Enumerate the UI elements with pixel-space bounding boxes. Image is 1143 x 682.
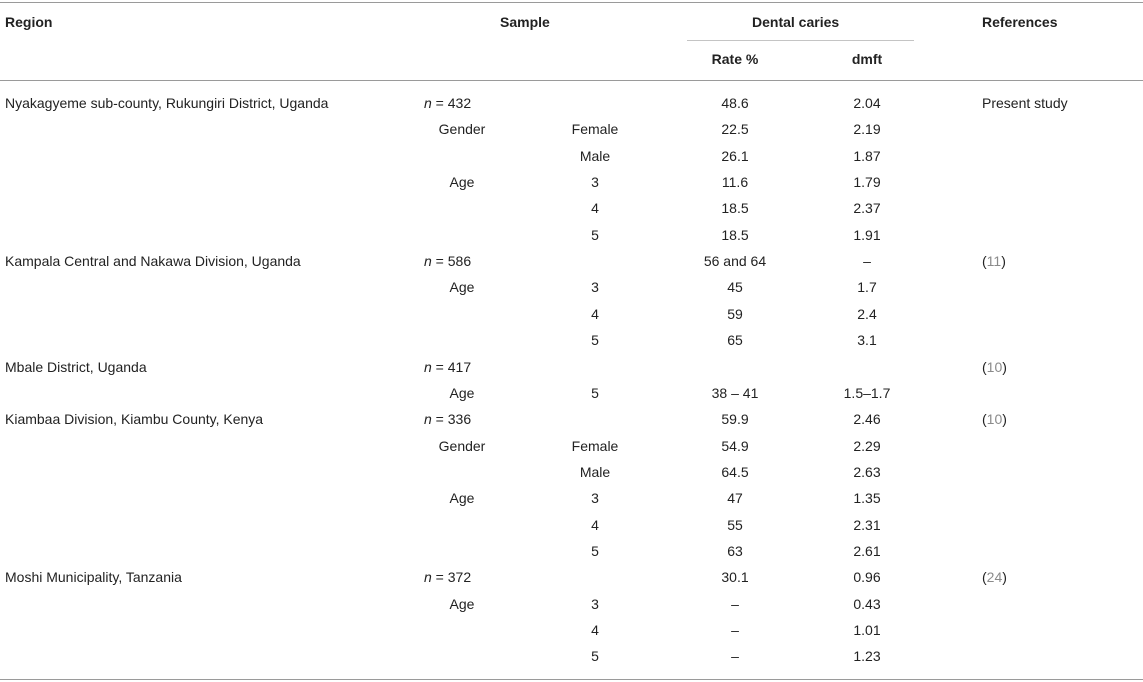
cell-rate: 47 [727, 490, 743, 506]
cell-subgroup: Gender [438, 121, 486, 137]
cell-rate: – [731, 648, 739, 664]
cell-subvalue: 3 [591, 596, 599, 612]
cell-rate: – [731, 622, 739, 638]
cell-subvalue: 5 [591, 543, 599, 559]
cell-region: Mbale District, Uganda [5, 359, 147, 375]
cell-subvalue: Male [579, 464, 611, 480]
cell-reference-citation: (10) [982, 359, 1007, 375]
table-top-rule [0, 2, 1143, 3]
cell-region: Kampala Central and Nakawa Division, Uganda [5, 253, 301, 269]
cell-reference-citation: (24) [982, 569, 1007, 585]
cell-subvalue: 4 [591, 306, 599, 322]
cell-rate: 59 [727, 306, 743, 322]
cell-dmft: 2.4 [857, 306, 877, 322]
cell-subvalue: 3 [591, 490, 599, 506]
cell-rate: 63 [727, 543, 743, 559]
cell-dmft: 1.5–1.7 [843, 385, 891, 401]
reference-link[interactable]: 24 [986, 569, 1003, 585]
sample-size-value: 586 [447, 253, 472, 269]
cell-dmft: 2.29 [853, 438, 881, 454]
cell-rate: 59.9 [721, 411, 749, 427]
sample-size-value: 372 [447, 569, 472, 585]
header-sample: Sample [500, 14, 550, 30]
sample-size-value: 432 [447, 95, 472, 111]
cell-dmft: 1.23 [853, 648, 881, 664]
cell-dmft: 2.37 [853, 200, 881, 216]
cell-sample-size: n = 417 [424, 359, 472, 375]
cell-sample-size: n = 336 [424, 411, 472, 427]
cell-dmft: 1.01 [853, 622, 881, 638]
cell-dmft: 1.79 [853, 174, 881, 190]
cell-subvalue: 5 [591, 385, 599, 401]
header-region: Region [5, 14, 53, 30]
cell-region: Nyakagyeme sub-county, Rukungiri District, Uganda [5, 95, 329, 111]
cell-dmft: 0.96 [853, 569, 881, 585]
cell-subgroup: Age [449, 279, 475, 295]
cell-rate: 30.1 [721, 569, 749, 585]
cell-rate: 18.5 [721, 200, 749, 216]
header-dental-caries: Dental caries [752, 14, 840, 30]
cell-dmft: 1.87 [853, 148, 881, 164]
cell-subgroup: Gender [438, 438, 486, 454]
cell-dmft: 1.7 [857, 279, 877, 295]
cell-subvalue: 5 [591, 227, 599, 243]
sample-size-value: 336 [447, 411, 472, 427]
cell-rate: 11.6 [721, 174, 749, 190]
cell-rate: 18.5 [721, 227, 749, 243]
reference-link[interactable]: 10 [986, 359, 1003, 375]
cell-rate: 45 [727, 279, 743, 295]
cell-rate: 65 [727, 332, 743, 348]
cell-dmft: 2.46 [853, 411, 881, 427]
cell-rate: 22.5 [721, 121, 749, 137]
cell-dmft: 2.63 [853, 464, 881, 480]
cell-rate: 38 – 41 [711, 385, 759, 401]
cell-subgroup: Age [449, 490, 475, 506]
cell-subgroup: Age [449, 174, 475, 190]
cell-rate: 26.1 [721, 148, 749, 164]
cell-subvalue: 3 [591, 279, 599, 295]
cell-dmft: 2.19 [853, 121, 881, 137]
header-references: References [982, 14, 1058, 30]
cell-sample-size: n = 372 [424, 569, 472, 585]
cell-dmft: 0.43 [853, 596, 881, 612]
cell-subvalue: Female [571, 438, 619, 454]
cell-region: Kiambaa Division, Kiambu County, Kenya [5, 411, 264, 427]
dental-caries-subrule [687, 40, 914, 41]
cell-subvalue: Male [579, 148, 611, 164]
cell-reference-citation: (11) [982, 253, 1006, 269]
cell-dmft: 1.91 [853, 227, 881, 243]
cell-subvalue: 4 [591, 200, 599, 216]
cell-subvalue: 5 [591, 648, 599, 664]
cell-subvalue: 4 [591, 517, 599, 533]
cell-rate: 48.6 [721, 95, 749, 111]
cell-sample-size: n = 432 [424, 95, 472, 111]
cell-subvalue: 4 [591, 622, 599, 638]
cell-rate: 54.9 [721, 438, 749, 454]
header-bottom-rule [0, 80, 1143, 81]
cell-subvalue: Female [571, 121, 619, 137]
cell-rate: 64.5 [721, 464, 749, 480]
cell-region: Moshi Municipality, Tanzania [5, 569, 182, 585]
cell-dmft: 2.61 [853, 543, 881, 559]
cell-rate: – [731, 596, 739, 612]
cell-subgroup: Age [449, 596, 475, 612]
cell-reference: Present study [982, 95, 1068, 111]
cell-dmft: 1.35 [853, 490, 881, 506]
cell-subvalue: 3 [591, 174, 599, 190]
cell-sample-size: n = 586 [424, 253, 472, 269]
header-dmft: dmft [851, 51, 883, 67]
cell-rate: 55 [727, 517, 743, 533]
reference-link[interactable]: 11 [986, 253, 1002, 269]
cell-subgroup: Age [449, 385, 475, 401]
header-rate: Rate % [711, 51, 759, 67]
cell-rate: 56 and 64 [703, 253, 767, 269]
cell-dmft: 3.1 [857, 332, 877, 348]
cell-dmft: 2.04 [853, 95, 881, 111]
cell-reference-citation: (10) [982, 411, 1007, 427]
cell-dmft: 2.31 [853, 517, 881, 533]
cell-subvalue: 5 [591, 332, 599, 348]
sample-size-value: 417 [447, 359, 472, 375]
table-bottom-rule [0, 679, 1143, 680]
reference-link[interactable]: 10 [986, 411, 1003, 427]
cell-dmft: – [863, 253, 871, 269]
